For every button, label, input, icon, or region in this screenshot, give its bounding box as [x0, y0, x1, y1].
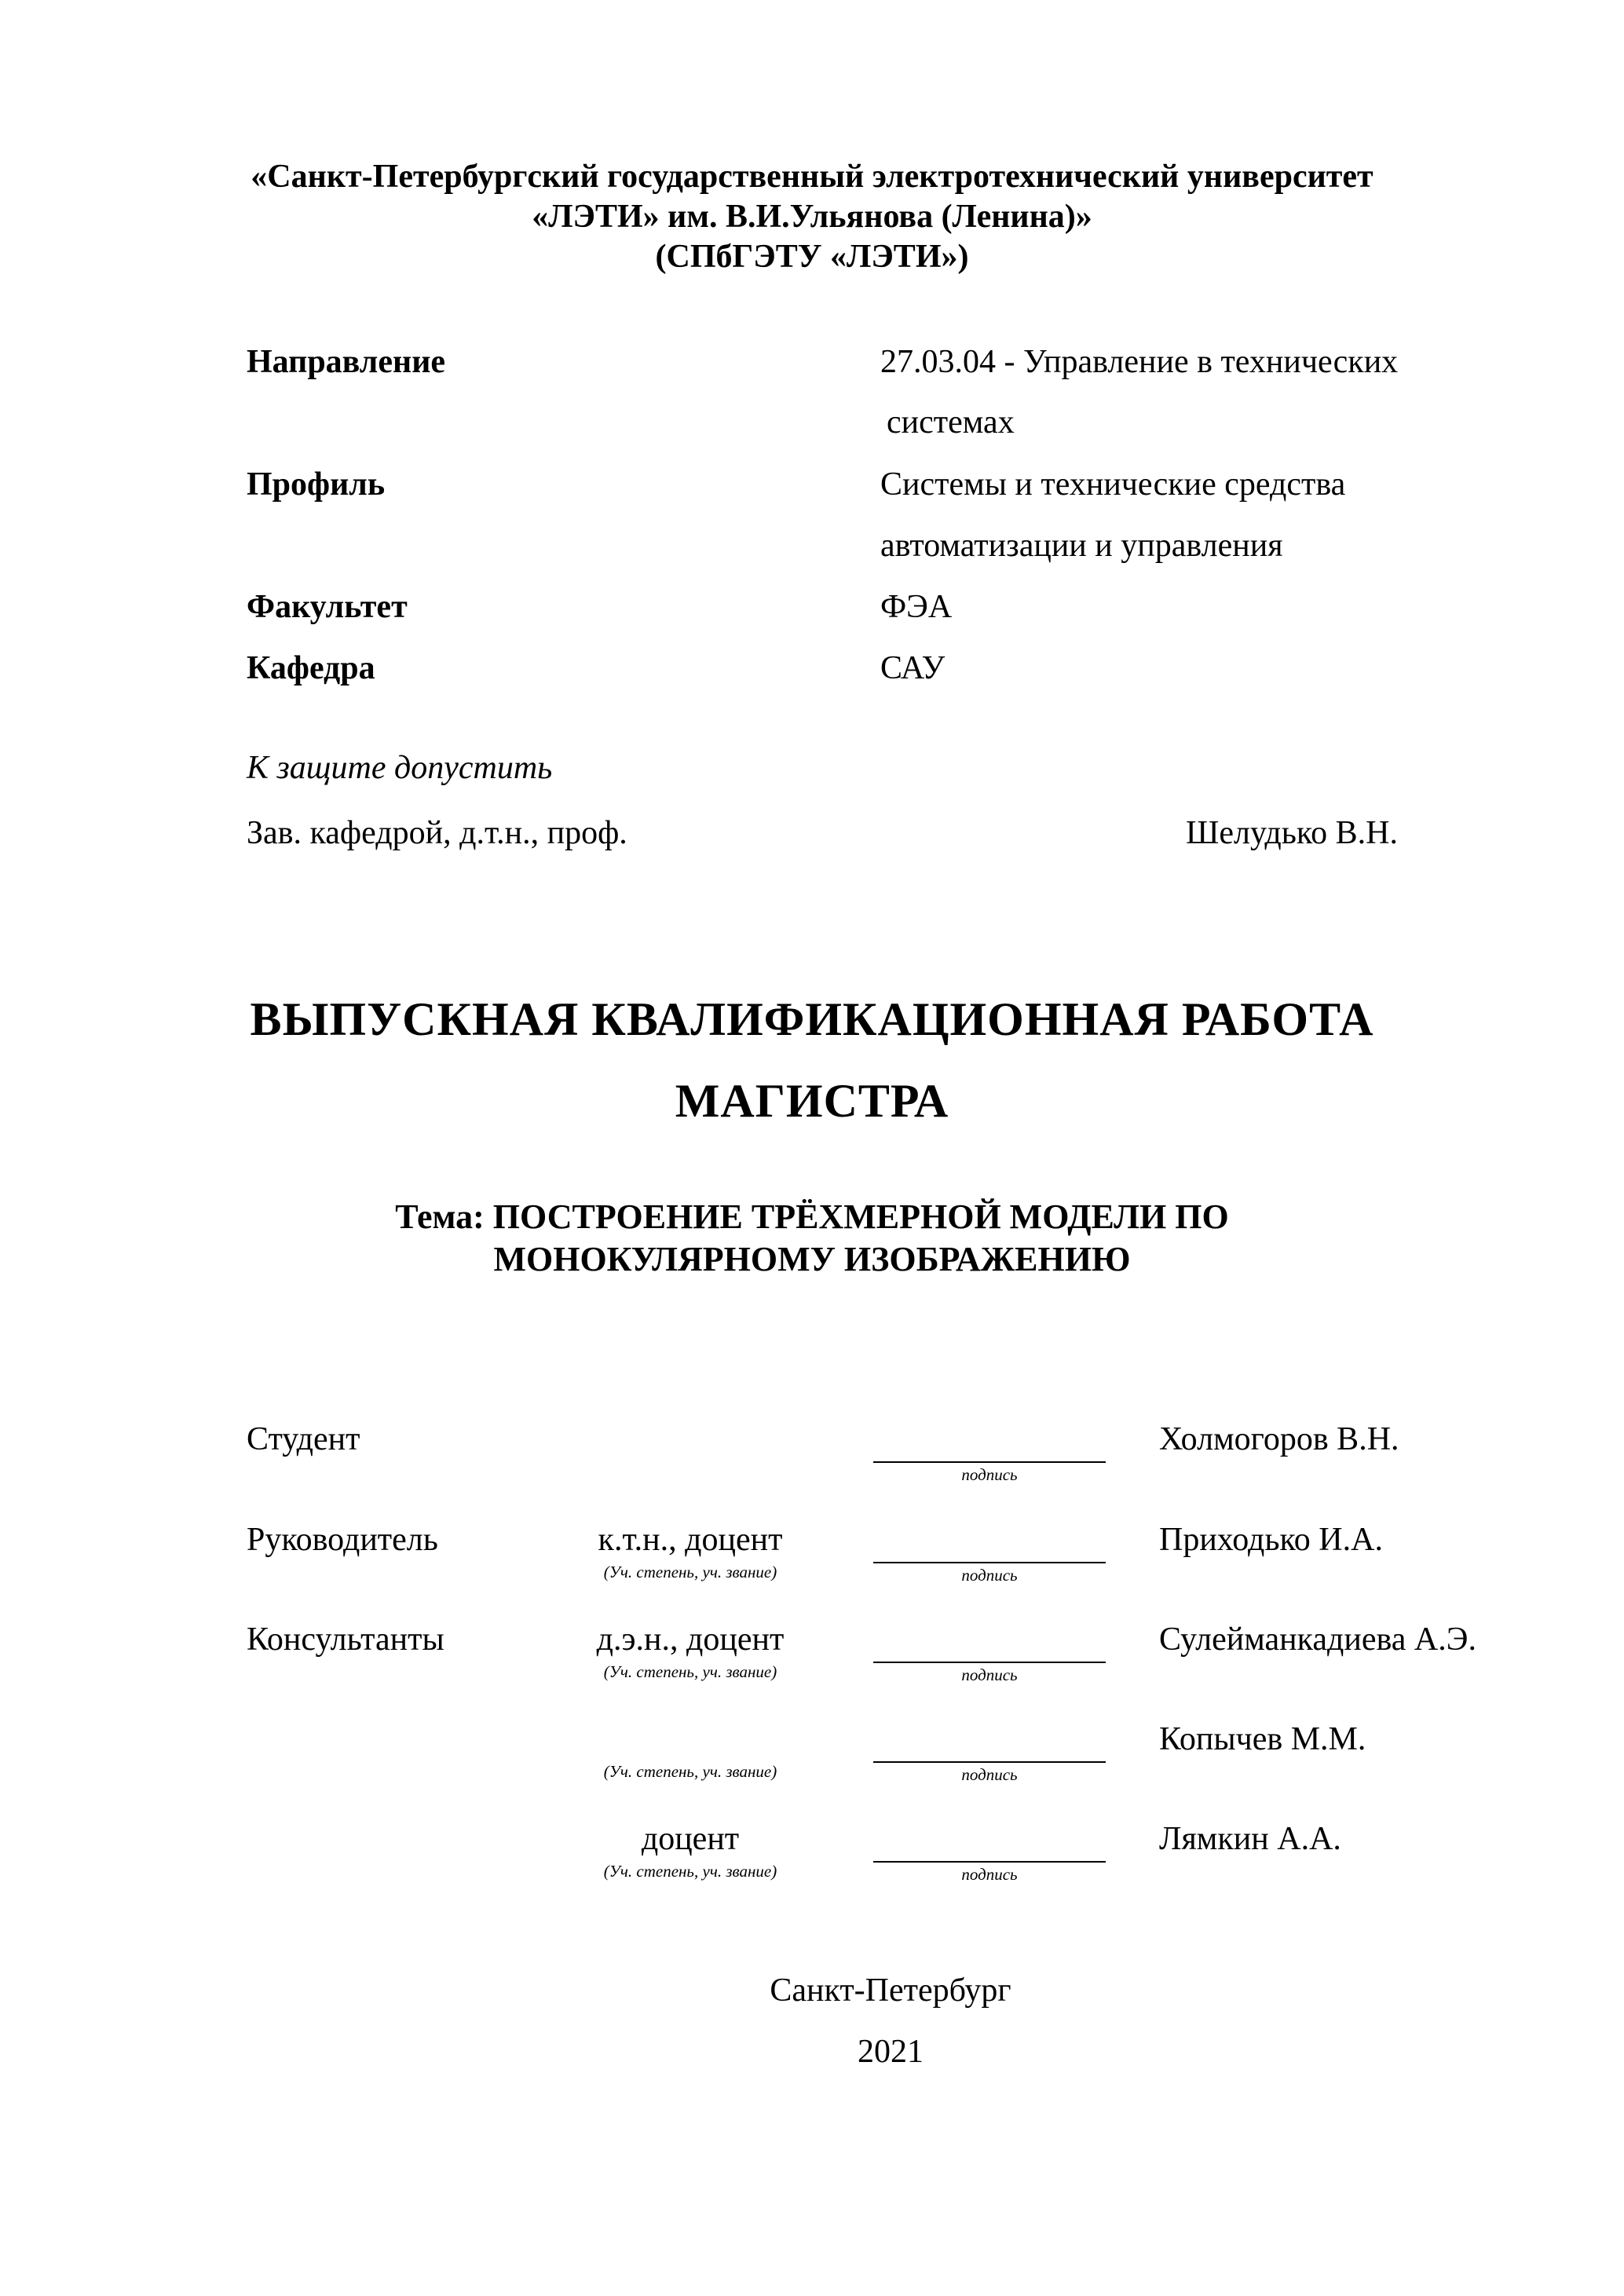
consultants-role: Консультанты [247, 1621, 444, 1658]
head-of-department-title: Зав. кафедрой, д.т.н., проф. [247, 815, 627, 851]
supervisor-degree: к.т.н., доцент [598, 1522, 783, 1558]
faculty-value: ФЭА [880, 589, 953, 625]
consultant-3-name: Лямкин А.А. [1159, 1821, 1341, 1857]
city: Санкт-Петербург [770, 1972, 1011, 2009]
consultant-2-signature-caption: подпись [961, 1765, 1018, 1784]
profile-value-line-1: Системы и технические средства [880, 466, 1346, 503]
department-label: Кафедра [247, 650, 375, 686]
profile-value-line-2: автоматизации и управления [880, 528, 1283, 564]
consultant-3-signature-line [873, 1861, 1106, 1863]
student-signature-caption: подпись [961, 1465, 1018, 1484]
consultant-1-degree-caption: (Уч. степень, уч. звание) [603, 1662, 777, 1681]
profile-label: Профиль [247, 466, 386, 503]
student-signature-line [873, 1461, 1106, 1463]
consultant-3-degree-caption: (Уч. степень, уч. звание) [603, 1862, 777, 1881]
university-abbreviation: (СПбГЭТУ «ЛЭТИ») [655, 239, 969, 275]
direction-value-line-1: 27.03.04 - Управление в технических [880, 344, 1399, 380]
topic-line-1: Тема: ПОСТРОЕНИЕ ТРЁХМЕРНОЙ МОДЕЛИ ПО [395, 1197, 1229, 1236]
work-title-line-1: ВЫПУСКНАЯ КВАЛИФИКАЦИОННАЯ РАБОТА [250, 993, 1374, 1045]
consultant-1-signature-caption: подпись [961, 1665, 1018, 1684]
consultant-1-name: Сулейманкадиева А.Э. [1159, 1621, 1476, 1658]
university-name-line-2: «ЛЭТИ» им. В.И.Ульянова (Ленина)» [532, 199, 1092, 235]
consultant-2-name: Копычев М.М. [1159, 1721, 1366, 1757]
direction-value-line-2: системах [887, 404, 1015, 441]
work-title-line-2: МАГИСТРА [675, 1075, 949, 1127]
supervisor-signature-line [873, 1562, 1106, 1563]
consultant-2-signature-line [873, 1761, 1106, 1763]
admit-to-defense: К защите допустить [247, 750, 553, 786]
consultant-3-degree: доцент [641, 1821, 740, 1857]
faculty-label: Факультет [247, 589, 408, 625]
direction-label: Направление [247, 344, 446, 380]
student-name: Холмогоров В.Н. [1159, 1421, 1399, 1457]
department-value: САУ [880, 650, 946, 686]
university-name-line-1: «Санкт-Петербургский государственный электротехнический университет [251, 159, 1373, 195]
supervisor-signature-caption: подпись [961, 1566, 1018, 1585]
supervisor-degree-caption: (Уч. степень, уч. звание) [603, 1563, 777, 1581]
supervisor-role: Руководитель [247, 1522, 438, 1558]
supervisor-name: Приходько И.А. [1159, 1522, 1383, 1558]
year: 2021 [858, 2034, 924, 2070]
consultant-1-degree: д.э.н., доцент [596, 1621, 785, 1658]
topic-line-2: МОНОКУЛЯРНОМУ ИЗОБРАЖЕНИЮ [493, 1240, 1131, 1278]
student-role: Студент [247, 1421, 360, 1457]
consultant-2-degree-caption: (Уч. степень, уч. звание) [603, 1762, 777, 1781]
consultant-3-signature-caption: подпись [961, 1865, 1018, 1884]
consultant-1-signature-line [873, 1662, 1106, 1663]
head-of-department-name: Шелудько В.Н. [1186, 815, 1398, 851]
